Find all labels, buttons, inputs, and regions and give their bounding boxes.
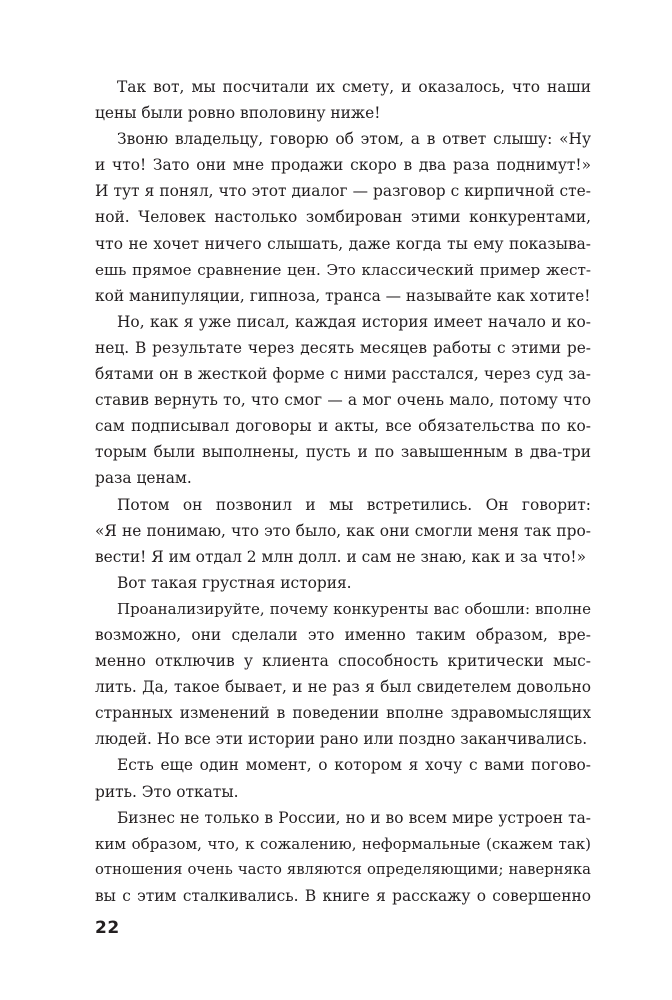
text-line: Вот такая грустная история. [117, 573, 352, 592]
text-line: возможно, они сделали это именно таким образом, вре- [95, 625, 591, 644]
text-line: цены были ровно вполовину ниже! [95, 104, 381, 123]
text-line: нец. В результате через десять месяцев работы с этими ре- [95, 338, 591, 357]
text-line: ставив вернуть то, что смог — а мог очень мало, потому что [95, 391, 591, 410]
text-line: Проанализируйте, почему конкуренты вас обошли: вполне [117, 599, 591, 618]
text-line: Но, как я уже писал, каждая история имеет начало и ко- [117, 312, 591, 331]
text-line: что не хочет ничего слышать, даже когда ты ему показыва- [95, 234, 591, 253]
text-line: Потом он позвонил и мы встретились. Он говорит: [117, 495, 591, 514]
text-line: и что! Зато они мне продажи скоро в два раза поднимут!» [95, 156, 591, 175]
text-line: Так вот, мы посчитали их смету, и оказалось, что наши [117, 78, 591, 96]
text-line: вести! Я им отдал 2 млн долл. и сам не знаю, как и за что!» [95, 547, 587, 566]
text-line: ешь прямое сравнение цен. Это классический пример жест- [95, 260, 591, 279]
text-line: менно отключив у клиента способность критически мыс- [95, 652, 591, 671]
text-line: бятами он в жесткой форме с ними расстался, через суд за- [95, 365, 591, 384]
text-line: рить. Это откаты. [95, 782, 239, 801]
text-line: ной. Человек настолько зомбирован этими конкурентами, [95, 208, 591, 227]
text-line: странных изменений в поведении вполне здравомыслящих [95, 704, 591, 723]
text-line: торым были выполнены, пусть и по завышенным в два-три [95, 443, 591, 462]
text-line: раза ценам. [95, 469, 192, 488]
text-line: вы с этим сталкивались. В книге я расскажу о совершенно [95, 886, 591, 905]
text-line: людей. Но все эти истории рано или поздно заканчивались. [95, 730, 588, 749]
page-number: 22 [95, 918, 120, 938]
text-line: Звоню владельцу, говорю об этом, а в ответ слышу: «Ну [117, 130, 591, 149]
text-line: И тут я понял, что этот диалог — разговор с кирпичной сте- [95, 182, 591, 201]
body-text [95, 74, 591, 909]
text-line: «Я не понимаю, что это было, как они смогли меня так про- [95, 521, 591, 540]
text-line: ким образом, что, к сожалению, неформальные (скажем так) [95, 834, 591, 853]
text-line: Есть еще один момент, о котором я хочу с вами погово- [117, 756, 591, 775]
text-line: отношения очень часто являются определяющими; наверняка [95, 860, 591, 878]
text-line: сам подписывал договоры и акты, все обязательства по ко- [95, 417, 591, 436]
text-line: лить. Да, такое бывает, и не раз я был свидетелем довольно [95, 678, 591, 697]
text-line: Бизнес не только в России, но и во всем мире устроен та- [117, 808, 591, 827]
text-line: кой манипуляции, гипноза, транса — называйте как хотите! [95, 286, 591, 305]
